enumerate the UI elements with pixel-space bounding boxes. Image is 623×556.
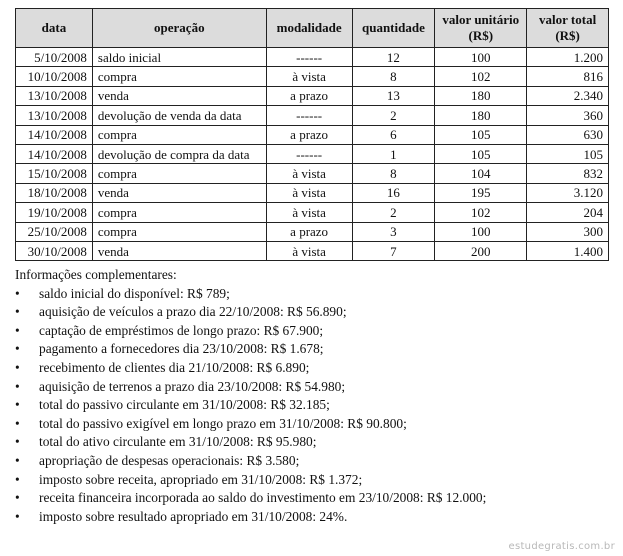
cell-valor-unitario: 180 [435,106,527,125]
info-item [15,303,486,322]
table-row [16,222,609,241]
cell-modalidade: a prazo [266,86,352,105]
cell-operacao: compra [92,164,266,183]
cell-valor-total: 1.200 [527,48,609,67]
info-item-text: aquisição de terrenos a prazo dia 23/10/2008: R$ 54.980; [39,378,346,394]
cell-quantidade: 3 [352,222,435,241]
header-valor-total-line2: (R$) [555,28,580,43]
cell-modalidade: à vista [266,183,352,202]
cell-quantidade: 8 [352,67,435,86]
bullet-icon: • [15,341,20,357]
cell-valor-total: 816 [527,67,609,86]
header-valor-total [527,9,609,48]
bullet-icon: • [15,359,20,375]
cell-operacao: compra [92,125,266,144]
cell-valor-unitario: 105 [435,144,527,163]
info-item-text: aquisição de veículos a prazo dia 22/10/2008: R$ 56.890; [39,304,347,320]
cell-quantidade: 2 [352,203,435,222]
cell-quantidade: 13 [352,86,435,105]
info-item [15,340,486,359]
info-item-text: saldo inicial do disponível: R$ 789; [39,285,230,301]
info-item [15,396,486,415]
info-item-text: recebimento de clientes dia 21/10/2008: R$ 6.890; [39,359,310,375]
cell-data: 18/10/2008 [16,183,93,202]
cell-data: 14/10/2008 [16,144,93,163]
info-item [15,322,486,341]
info-item [15,415,486,434]
cell-valor-unitario: 200 [435,241,527,260]
info-item-text: total do passivo circulante em 31/10/2008: R$ 32.185; [39,397,330,413]
cell-valor-unitario: 195 [435,183,527,202]
bullet-icon: • [15,397,20,413]
cell-data: 10/10/2008 [16,67,93,86]
table-row [16,67,609,86]
cell-data: 30/10/2008 [16,241,93,260]
cell-valor-unitario: 105 [435,125,527,144]
cell-operacao: saldo inicial [92,48,266,67]
cell-valor-unitario: 180 [435,86,527,105]
bullet-icon: • [15,304,20,320]
cell-modalidade: ------ [266,48,352,67]
info-item-text: imposto sobre receita, apropriado em 31/10/2008: R$ 1.372; [39,471,363,487]
cell-valor-total: 360 [527,106,609,125]
bullet-icon: • [15,378,20,394]
header-quantidade: quantidade [352,9,435,48]
cell-quantidade: 2 [352,106,435,125]
cell-valor-unitario: 102 [435,67,527,86]
cell-valor-unitario: 100 [435,48,527,67]
cell-quantidade: 6 [352,125,435,144]
table-row [16,203,609,222]
info-item [15,378,486,397]
info-item [15,285,486,304]
cell-quantidade: 1 [352,144,435,163]
info-item-text: receita financeira incorporada ao saldo do investimento em 23/10/2008: R$ 12.000; [39,490,487,506]
header-operacao: operação [92,9,266,48]
header-modalidade: modalidade [266,9,352,48]
cell-valor-total: 3.120 [527,183,609,202]
cell-data: 19/10/2008 [16,203,93,222]
cell-modalidade: a prazo [266,222,352,241]
cell-modalidade: a prazo [266,125,352,144]
header-valor-unitario [435,9,527,48]
cell-data: 5/10/2008 [16,48,93,67]
cell-valor-total: 300 [527,222,609,241]
info-item-text: total do ativo circulante em 31/10/2008: R$ 95.980; [39,434,317,450]
cell-quantidade: 12 [352,48,435,67]
info-item-text: apropriação de despesas operacionais: R$ 3.580; [39,452,300,468]
table-row [16,164,609,183]
bullet-icon: • [15,285,20,301]
table-row [16,48,609,67]
watermark: estudegratis.com.br [508,541,615,552]
cell-valor-total: 105 [527,144,609,163]
bullet-icon: • [15,471,20,487]
cell-data: 14/10/2008 [16,125,93,144]
info-item-text: total do passivo exigível em longo prazo em 31/10/2008: R$ 90.800; [39,415,407,431]
cell-data: 13/10/2008 [16,86,93,105]
table-row [16,144,609,163]
cell-valor-unitario: 102 [435,203,527,222]
bullet-icon: • [15,452,20,468]
cell-quantidade: 16 [352,183,435,202]
cell-operacao: compra [92,222,266,241]
info-item [15,508,486,527]
header-valor-unitario-line2: (R$) [468,28,494,43]
cell-modalidade: à vista [266,203,352,222]
cell-modalidade: ------ [266,144,352,163]
cell-operacao: compra [92,67,266,86]
cell-valor-unitario: 100 [435,222,527,241]
cell-operacao: venda [92,183,266,202]
bullet-icon: • [15,434,20,450]
cell-modalidade: ------ [266,106,352,125]
cell-operacao: compra [92,203,266,222]
cell-operacao: venda [92,86,266,105]
cell-data: 13/10/2008 [16,106,93,125]
table-row [16,106,609,125]
table-row [16,86,609,105]
cell-valor-total: 2.340 [527,86,609,105]
cell-quantidade: 8 [352,164,435,183]
bullet-icon: • [15,508,20,524]
header-valor-total-line1: valor total [539,12,597,27]
table-row [16,183,609,202]
cell-valor-total: 204 [527,203,609,222]
cell-modalidade: à vista [266,164,352,183]
info-item [15,433,486,452]
table-row [16,125,609,144]
cell-valor-total: 1.400 [527,241,609,260]
cell-modalidade: à vista [266,67,352,86]
info-title: Informações complementares: [15,267,177,282]
cell-valor-unitario: 104 [435,164,527,183]
header-valor-unitario-line1: valor unitário [442,12,520,27]
info-item [15,359,486,378]
table-body [16,48,609,261]
cell-operacao: devolução de compra da data [92,144,266,163]
cell-data: 15/10/2008 [16,164,93,183]
info-item-text: imposto sobre resultado apropriado em 31/10/2008: 24%. [39,508,348,524]
cell-operacao: devolução de venda da data [92,106,266,125]
info-list [15,285,486,527]
table-row [16,241,609,260]
bullet-icon: • [15,490,20,506]
header-data: data [16,9,93,48]
bullet-icon: • [15,322,20,338]
table-header-row [16,9,609,48]
info-item-text: pagamento a fornecedores dia 23/10/2008: R$ 1.678; [39,341,324,357]
cell-valor-total: 832 [527,164,609,183]
cell-operacao: venda [92,241,266,260]
info-item [15,489,486,508]
cell-valor-total: 630 [527,125,609,144]
info-item [15,452,486,471]
cell-quantidade: 7 [352,241,435,260]
info-item [15,471,486,490]
complementary-info [15,266,486,526]
cell-data: 25/10/2008 [16,222,93,241]
transactions-table [15,8,609,261]
bullet-icon: • [15,415,20,431]
info-item-text: captação de empréstimos de longo prazo: R$ 67.900; [39,322,324,338]
cell-modalidade: à vista [266,241,352,260]
